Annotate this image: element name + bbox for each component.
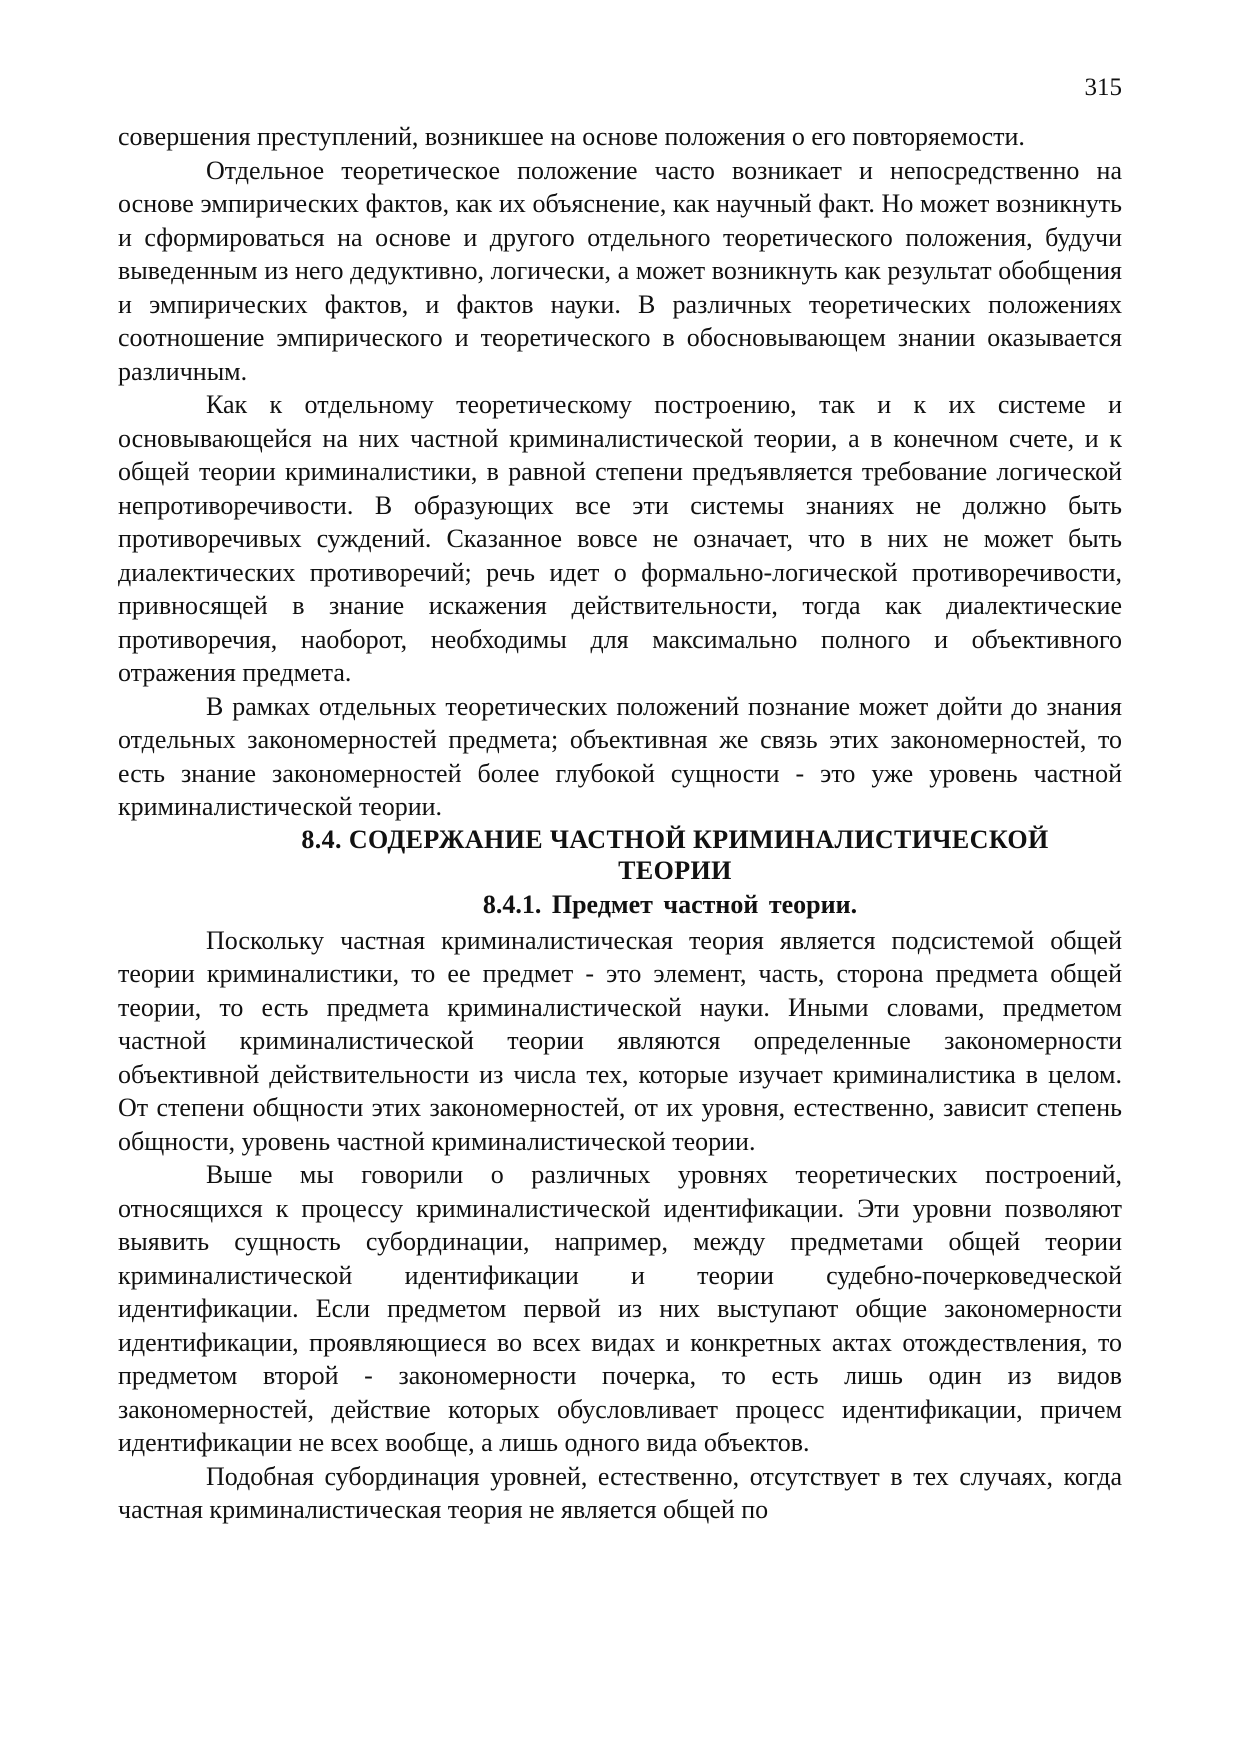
section-heading: [118, 824, 1122, 886]
paragraph: Отдельное теоретическое положение часто возникает и непосредственно на основе эмпирических фактов, как их объяснение, как научный факт. Но может возникнуть и сформироваться на основе и другого отдельного теоретического положения, будучи выведенным из него дедуктивно, логически, а может возникнуть как результат обобщения и эмпирических фактов, и фактов науки. В различных теоретических положениях соотношение эмпирического и теоретического в обосновывающем знании оказывается различным.: [118, 155, 1122, 386]
section-heading-line-1: 8.4. СОДЕРЖАНИЕ ЧАСТНОЙ КРИМИНАЛИСТИЧЕСКОЙ: [301, 824, 1049, 854]
page-number: 315: [1084, 74, 1122, 101]
paragraph: Как к отдельному теоретическому построению, так и к их системе и основывающейся на них частной криминалистической теории, а в конечном счете, и к общей теории криминалистики, в равной степени предъявляется требование логической непротиворечивости. В образующих все эти системы знаниях не должно быть противоречивых суждений. Сказанное вовсе не означает, что в них не может быть диалектических противоречий; речь идет о формально-логической противоречивости, привносящей в знание искажения действительности, тогда как диалектические противоречия, наоборот, необходимы для максимально полного и объективного отражения предмета.: [118, 390, 1122, 687]
document-page: [118, 70, 1122, 1527]
paragraph: Выше мы говорили о различных уровнях теоретических построений, относящихся к процессу криминалистической идентификации. Эти уровни позволяют выявить сущность субординации, например, между предметами общей теории криминалистической идентификации и теории судебно-почерковедческой идентификации. Если предметом первой из них выступают общие закономерности идентификации, проявляющиеся во всех видах и конкретных актах отождествления, то предметом второй - закономерности почерка, то есть лишь один из видов закономерностей, действие которых обусловливает процесс идентификации, причем идентификации не всех вообще, а лишь одного вида объектов.: [118, 1160, 1122, 1457]
paragraph: Подобная субординация уровней, естественно, отсутствует в тех случаях, когда частная криминалистическая теория не является общей по: [118, 1461, 1122, 1524]
subsection-heading: 8.4.1. Предмет частной теории.: [482, 889, 858, 919]
paragraph-continuation: совершения преступлений, возникшее на основе положения о его повторяемости.: [118, 122, 1025, 151]
section-heading-line-2: ТЕОРИИ: [618, 855, 732, 885]
paragraph: В рамках отдельных теоретических положений познание может дойти до знания отдельных закономерностей предмета; объективная же связь этих закономерностей, то есть знание закономерностей более глубокой сущности - это уже уровень частной криминалистической теории.: [118, 691, 1122, 821]
paragraph: Поскольку частная криминалистическая теория является подсистемой общей теории криминалистики, то ее предмет - это элемент, часть, сторона предмета общей теории, то есть предмета криминалистической науки. Иными словами, предметом частной криминалистической теории являются определенные закономерности объективной действительности из числа тех, которые изучает криминалистика в целом. От степени общности этих закономерностей, от их уровня, естественно, зависит степень общности, уровень частной криминалистической теории.: [118, 925, 1122, 1156]
